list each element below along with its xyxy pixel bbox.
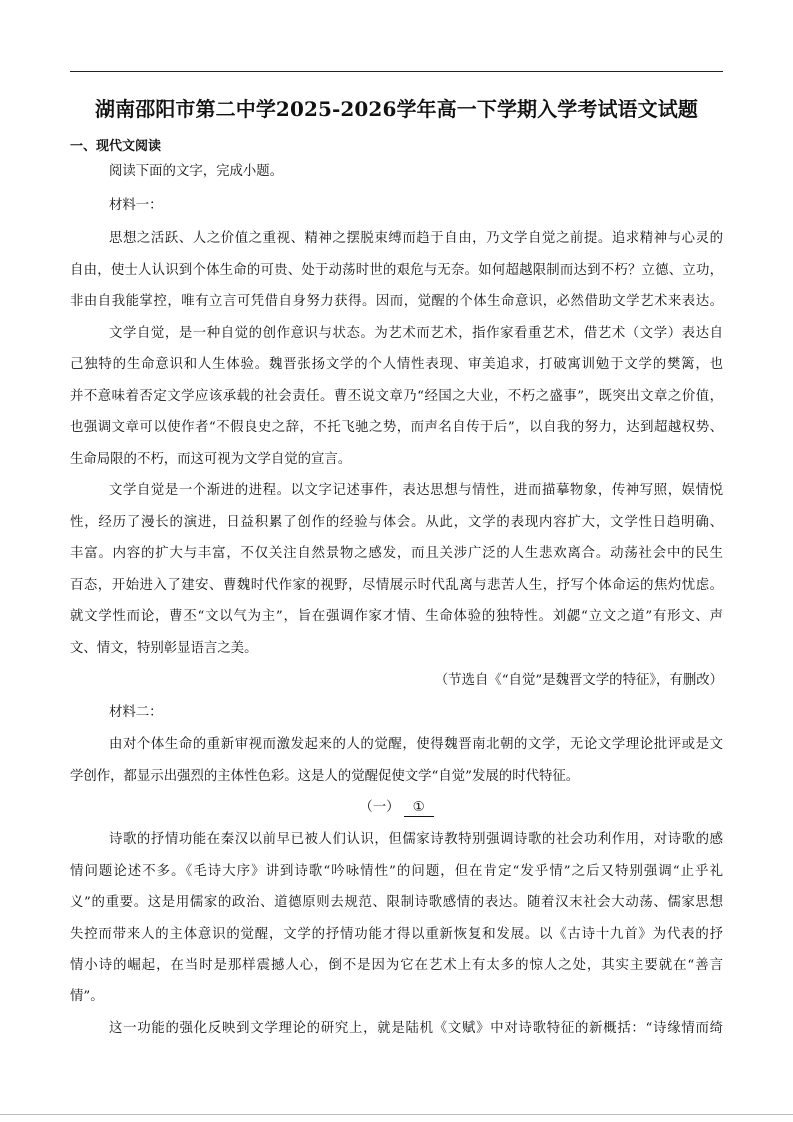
material-2-intro-line: 由对个体生命的重新审视而激发起来的人的觉醒，使得魏晋南北朝的文学，无论文学理论批评或是文 [109, 737, 723, 752]
material-2-line: 这一功能的强化反映到文学理论的研究上，就是陆机《文赋》中对诗歌特征的新概括：“诗缘情而绮 [109, 1021, 723, 1036]
reading-instruction: 阅读下面的文字，完成小题。 [109, 164, 284, 179]
material-2-line: 义”的重要。这是用儒家的政治、道德原则去规范、限制诗歌感情的表达。随着汉末社会大动荡、儒家思想 [70, 895, 723, 910]
fill-in-blank[interactable]: ① [404, 800, 434, 817]
exam-title: 湖南邵阳市第二中学2025-2026学年高一下学期入学考试语文试题 [95, 97, 698, 121]
material-2-line: 失控而带来人的主体意识的觉醒，文学的抒情功能才得以重新恢复和发展。以《古诗十九首》为代表的抒 [70, 927, 723, 942]
material-2-label: 材料二： [109, 705, 163, 720]
material-1-line: 也强调文章可以使作者“不假良史之辞，不托飞驰之势，而声名自传于后”，以自我的努力，达到超越权势、 [70, 420, 723, 435]
material-1-line: 百态，开始进入了建安、曹魏时代作家的视野，尽情展示时代乱离与悲苦人生，抒写个体命运的焦灼忧虑。 [70, 578, 723, 593]
material-1-line: 生命局限的不朽，而这可视为文学自觉的宣言。 [70, 452, 352, 467]
material-2-line: 情问题论述不多。《毛诗大序》讲到诗歌“吟咏情性”的问题，但在肯定“发乎情”之后又特别强调“止乎礼 [70, 864, 723, 879]
material-1-source: （节选自《“自觉”是魏晋文学的特征》，有删改） [434, 673, 723, 688]
subsection-heading [70, 799, 723, 817]
material-1-line: 思想之活跃、人之价值之重视、精神之摆脱束缚而趋于自由，乃文学自觉之前提。追求精神与心灵的 [109, 231, 723, 246]
material-1-line: 文、情文，特别彰显语言之美。 [70, 641, 258, 656]
material-1-line: 并不意味着否定文学应该承载的社会责任。曹丕说文章乃“经国之大业，不朽之盛事”，既突出文章之价值， [70, 389, 723, 404]
material-1-label: 材料一： [109, 198, 163, 213]
material-2-intro-line: 学创作，都显示出强烈的主体性色彩。这是人的觉醒促使文学“自觉”发展的时代特征。 [70, 769, 580, 784]
material-1-line: 丰富。内容的扩大与丰富，不仅关注自然景物之感发，而且关涉广泛的人生悲欢离合。动荡社会中的民生 [70, 546, 723, 561]
material-1-line: 性，经历了漫长的演进，日益积累了创作的经验与体会。从此，文学的表现内容扩大，文学性日趋明确、 [70, 515, 723, 530]
subsection-number: （一） [359, 800, 400, 815]
material-1-line: 文学自觉，是一种自觉的创作意识与状态。为艺术而艺术，指作家看重艺术，借艺术（文学）表达自 [109, 326, 723, 341]
material-2-line: 情小诗的崛起，在当时是那样震撼人心，倒不是因为它在艺术上有太多的惊人之处，其实主要就在“善言 [70, 958, 723, 973]
material-2-line: 情”。 [70, 989, 104, 1004]
material-1-line: 文学自觉是一个渐进的进程。以文字记述事件，表达思想与情性，进而描摹物象，传神写照，娱情悦 [109, 483, 723, 498]
material-1-line: 非由自我能掌控，唯有立言可凭借自身努力获得。因而，觉醒的个体生命意识，必然借助文学艺术来表达。 [70, 294, 723, 309]
material-2-line: 诗歌的抒情功能在秦汉以前早已被人们认识，但儒家诗教特别强调诗歌的社会功利作用，对诗歌的感 [109, 832, 723, 847]
footer-rule [0, 1114, 793, 1115]
material-1-line: 自由，使士人认识到个体生命的可贵、处于动荡时世的艰危与无奈。如何超越限制而达到不朽？立德、立功， [70, 263, 723, 278]
header-rule [70, 71, 723, 72]
material-1-line: 己独特的生命意识和人生体验。魏晋张扬文学的个人情性表现、审美追求，打破寓训勉于文学的樊篱，也 [70, 357, 723, 372]
material-1-line: 就文学性而论，曹丕“文以气为主”，旨在强调作家才情、生命体验的独特性。刘勰“立文之道”有形文、声 [70, 609, 723, 624]
section-heading: 一、现代文阅读 [70, 139, 162, 154]
